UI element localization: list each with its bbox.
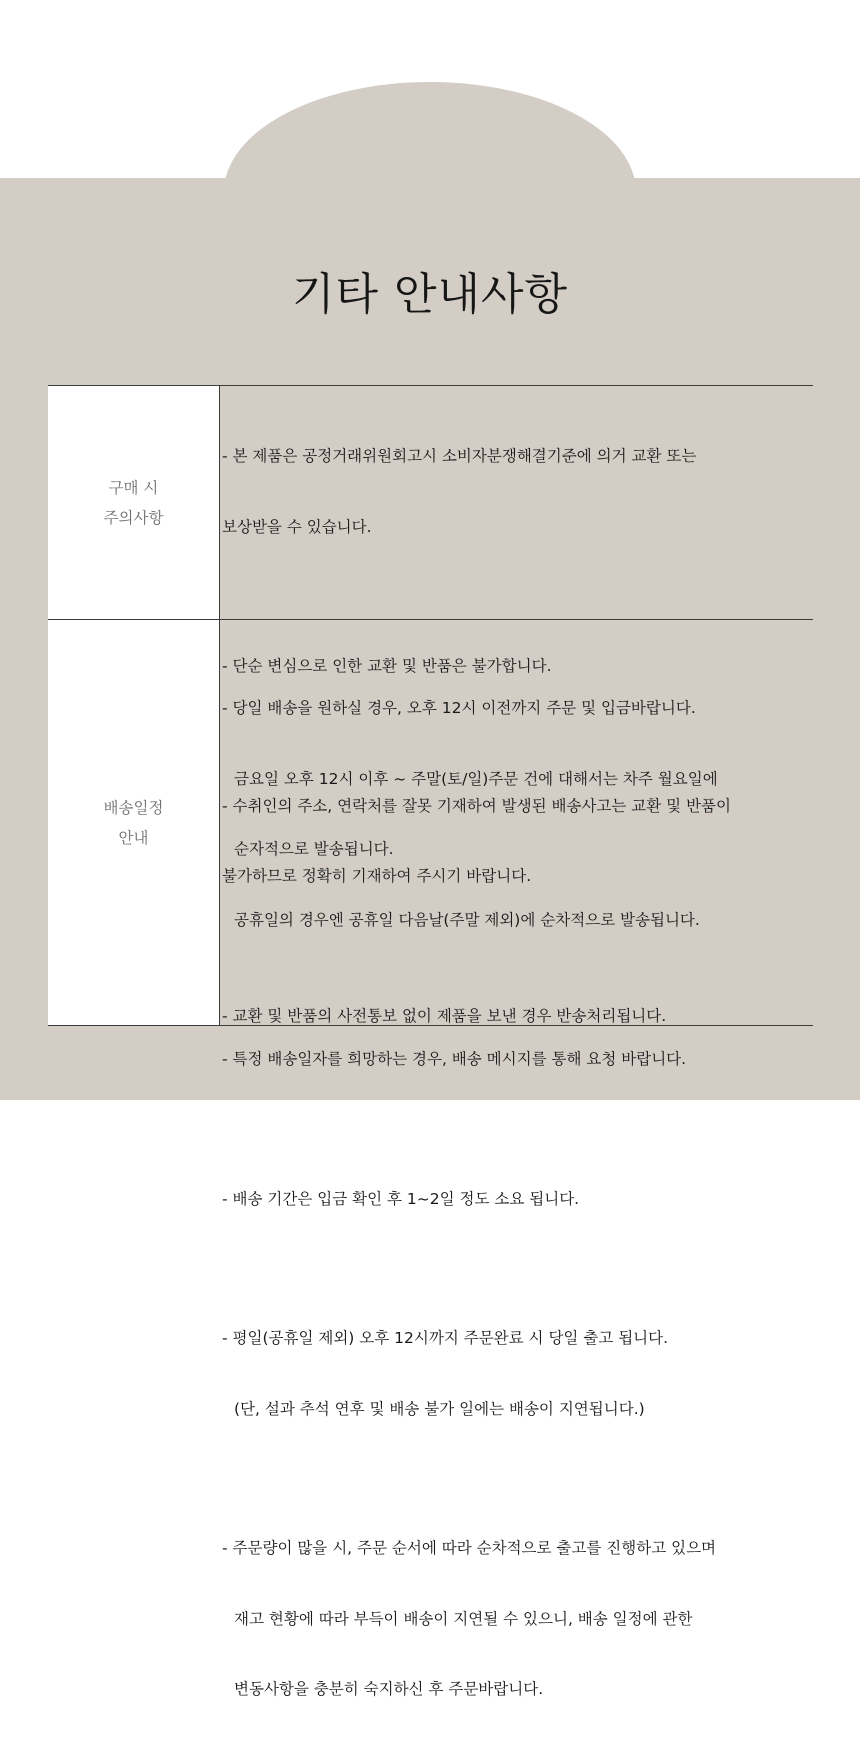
notice-item (222, 650, 805, 979)
notice-line: 불가하므로 정확히 기재하여 주시기 바랍니다. (222, 867, 532, 885)
shipping-info-body (220, 620, 813, 1698)
notice-item (222, 1001, 805, 1119)
notice-item (222, 1280, 805, 1468)
row-header-line: 배송일정 (103, 798, 164, 817)
row-header-line: 구매 시 (108, 478, 159, 497)
notice-line: - 주문량이 많을 시, 주문 순서에 따라 순차적으로 출고를 진행하고 있으며 (222, 1539, 717, 1557)
notice-line: 금요일 오후 12시 이후 ~ 주말(토/일)주문 건에 대해서는 차주 월요일에 (234, 769, 718, 788)
notice-item (222, 398, 805, 586)
notice-line: 보상받을 수 있습니다. (222, 517, 372, 536)
purchase-notice-header (48, 386, 220, 619)
notice-line: 순자적으로 발송됩니다. (234, 840, 394, 858)
notice-line: - 단순 변심으로 인한 교환 및 반품은 불가합니다. (222, 657, 552, 675)
page-title: 기타 안내사항 (291, 269, 568, 320)
notice-line: - 배송 기간은 입금 확인 후 1~2일 정도 소요 됩니다. (222, 1189, 580, 1208)
shipping-info-header (48, 620, 220, 1025)
notice-item (222, 1141, 805, 1259)
notice-line: 변동사항을 충분히 숙지하신 후 주문바랍니다. (234, 1680, 544, 1698)
notice-line: 재고 현황에 따라 부득이 배송이 지연될 수 있으니, 배송 일정에 관한 (234, 1609, 693, 1628)
notice-line: - 수취인의 주소, 연락처를 잘못 기재하여 발생된 배송사고는 교환 및 반품이 (222, 796, 731, 815)
notice-item (222, 1490, 805, 1749)
notice-line: - 교환 및 반품의 사전통보 없이 제품을 보낸 경우 반송처리됩니다. (222, 1006, 667, 1025)
notice-line: - 본 제품은 공정거래위원회고시 소비자분쟁해결기준에 의거 교환 또는 (222, 447, 697, 465)
row-header-line: 안내 (118, 828, 149, 847)
row-header-line: 주의사항 (103, 508, 164, 527)
notice-table (48, 385, 813, 1698)
notice-line: (단, 설과 추석 연후 및 배송 불가 일에는 배송이 지연됩니다.) (234, 1399, 645, 1418)
shipping-info-row (48, 619, 813, 1698)
notice-line: - 특정 배송일자를 희망하는 경우, 배송 메시지를 통해 요청 바랍니다. (222, 1050, 687, 1068)
notice-line: 공휴일의 경우엔 공휴일 다음날(주말 제외)에 순차적으로 발송됩니다. (234, 910, 700, 929)
notice-line: - 당일 배송을 원하실 경우, 오후 12시 이전까지 주문 및 입금바랍니다. (222, 699, 696, 717)
notice-line: - 평일(공휴일 제외) 오후 12시까지 주문완료 시 당일 출고 됩니다. (222, 1329, 669, 1347)
